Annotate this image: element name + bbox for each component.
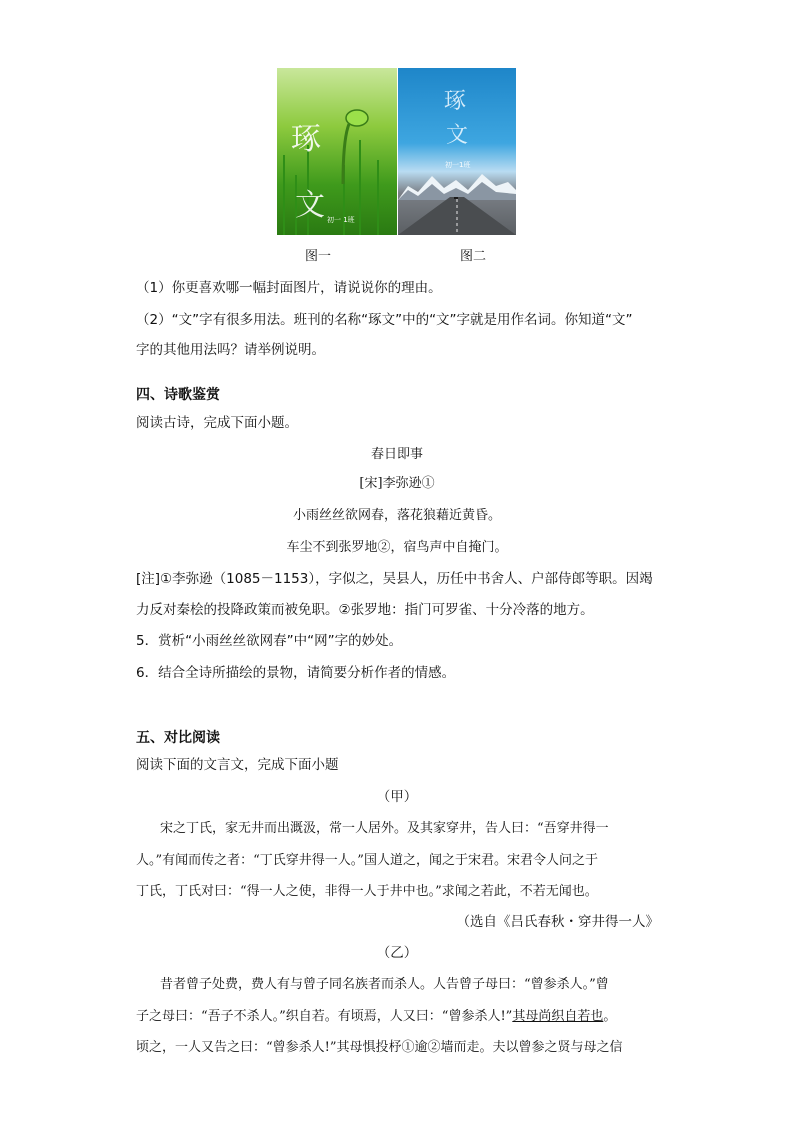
poem-title: 春日即事 xyxy=(370,447,423,462)
section-intro: 阅读下面的文言文，完成下面小题 xyxy=(136,757,339,773)
cover-title-glyph: 文 xyxy=(295,188,325,223)
section-intro: 阅读古诗，完成下面小题。 xyxy=(136,415,298,431)
passage-line: 人。”有闻而传之者：“丁氏穿井得一人。”国人道之，闻之于宋君。宋君令人问之于 xyxy=(136,853,598,868)
poem-note: 力反对秦桧的投降政策而被免职。②张罗地：指门可罗雀、十分冷落的地方。 xyxy=(136,602,594,618)
cover-image-1 xyxy=(277,68,397,235)
passage-source: （选自《吕氏春秋・穿井得一人》 xyxy=(456,914,659,930)
passage-line xyxy=(136,1005,664,1024)
passage-line: 宋之丁氏，家无井而出溉汲，常一人居外。及其家穿井，告人曰：“吾穿井得一 xyxy=(160,821,609,836)
question-2-line2: 字的其他用法吗？请举例说明。 xyxy=(136,342,325,358)
class-label: 初一 1班 xyxy=(327,216,355,224)
road-icon xyxy=(398,197,516,235)
passage-label: （甲） xyxy=(376,789,418,805)
grass-blade xyxy=(377,160,379,235)
sprout-icon xyxy=(329,104,369,184)
passage-line: 昔者曾子处费，费人有与曾子同名族者而杀人。人告曾子母曰：“曾参杀人。”曾 xyxy=(160,977,609,992)
cover-title-glyph: 文 xyxy=(446,123,469,148)
question-1: （1）你更喜欢哪一幅封面图片，请说说你的理由。 xyxy=(136,280,442,296)
passage-text: 。 xyxy=(603,1009,617,1024)
poem-line: 小雨丝丝欲网春，落花狼藉近黄昏。 xyxy=(292,508,501,523)
section-heading: 五、对比阅读 xyxy=(136,730,220,746)
question-2-line1: （2）“文”字有很多用法。班刊的名称“琢文”中的“文”字就是用作名词。你知道“文” xyxy=(136,312,633,328)
section-heading: 四、诗歌鉴赏 xyxy=(136,387,220,403)
cover-image-2 xyxy=(398,68,516,235)
underlined-sentence: 其母尚织自若也 xyxy=(512,1009,604,1024)
passage-text: 子之母曰：“吾子不杀人。”织自若。有顷焉，人又曰：“曾参杀人!” xyxy=(136,1009,513,1024)
question-5: 5．赏析“小雨丝丝欲网春”中“网”字的妙处。 xyxy=(136,633,403,649)
passage-line: 丁氏，丁氏对曰：“得一人之使，非得一人于井中也。”求闻之若此，不若无闻也。 xyxy=(136,884,598,899)
class-label: 初一1班 xyxy=(445,161,471,169)
figure-caption: 图二 xyxy=(460,249,487,264)
poem-author: [宋]李弥逊① xyxy=(359,476,435,491)
question-6: 6．结合全诗所描绘的景物，请简要分析作者的情感。 xyxy=(136,665,456,681)
cover-title-glyph: 琢 xyxy=(291,122,321,157)
passage-line: 顷之，一人又告之曰：“曾参杀人!”其母惧投杼①逾②墙而走。夫以曾参之贤与母之信 xyxy=(136,1040,623,1055)
figure-caption: 图一 xyxy=(305,249,332,264)
grass-blade xyxy=(283,155,285,235)
cover-title-glyph: 琢 xyxy=(444,89,467,114)
poem-note: [注]①李弥逊（1085－1153），字似之，吴县人，历任中书舍人、户部侍郎等职。因竭 xyxy=(136,571,653,587)
mountain-icon xyxy=(398,172,516,200)
poem-line: 车尘不到张罗地②，宿鸟声中自掩门。 xyxy=(286,540,508,555)
passage-label: （乙） xyxy=(376,945,418,961)
